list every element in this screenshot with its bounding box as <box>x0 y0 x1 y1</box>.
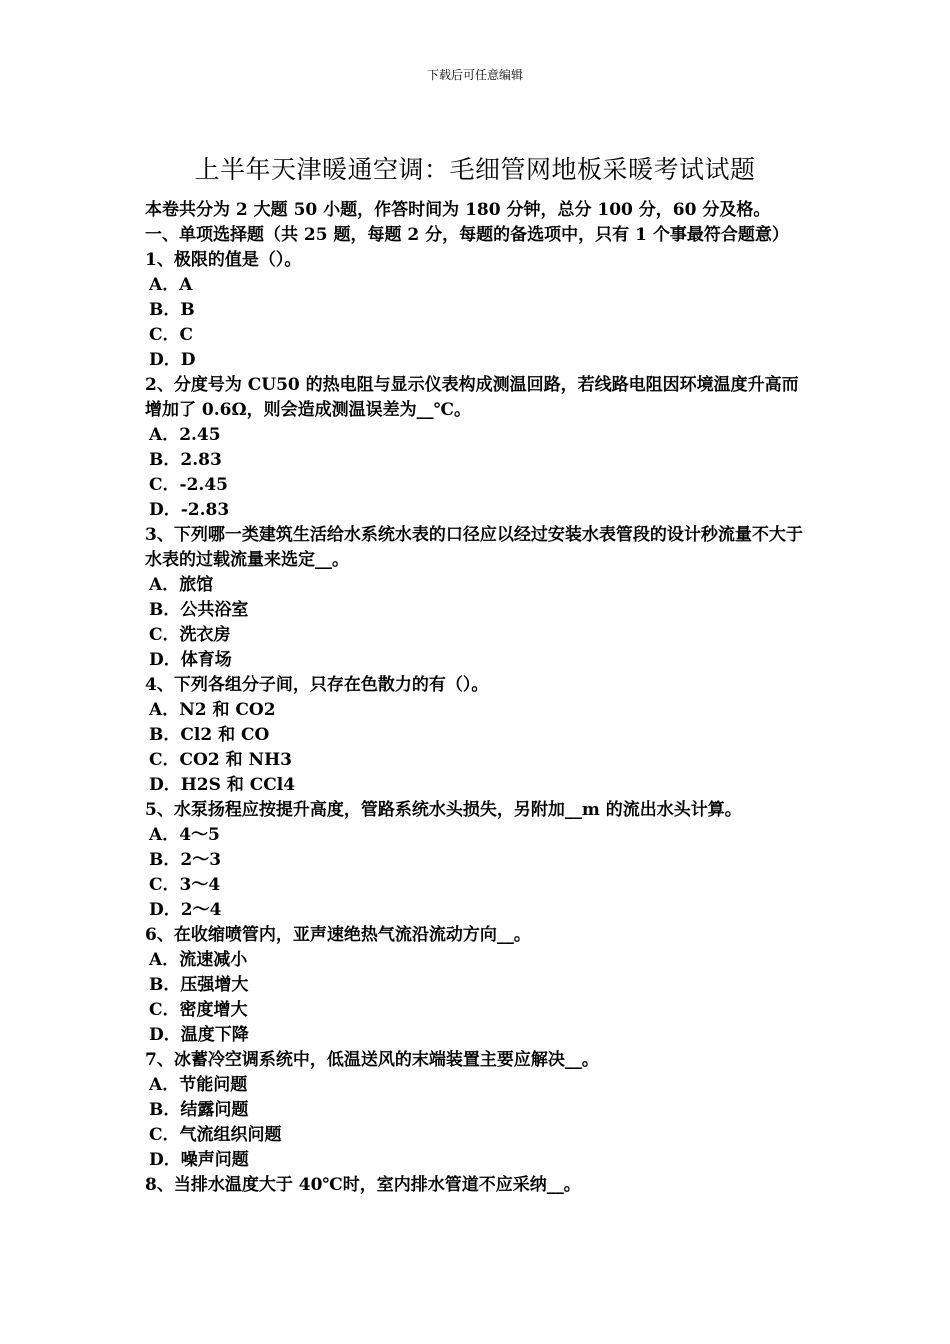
question-text: 6、在收缩喷管内，亚声速绝热气流沿流动方向__。 <box>145 925 531 945</box>
question-text: 5、水泵扬程应按提升高度，管路系统水头损失，另附加__m 的流出水头计算。 <box>145 800 742 820</box>
document-body <box>145 198 813 1198</box>
option-a: A．节能问题 <box>149 1075 248 1095</box>
question-2 <box>145 373 813 523</box>
option-a: A．4～5 <box>149 825 220 845</box>
option-b: B．2～3 <box>149 850 222 870</box>
option-b: B．结露问题 <box>149 1100 249 1120</box>
option-a: A．流速减小 <box>149 950 248 970</box>
question-6 <box>145 923 813 1048</box>
option-d: D．温度下降 <box>149 1025 249 1045</box>
question-text: 8、当排水温度大于 40℃时，室内排水管道不应采纳__。 <box>145 1175 581 1195</box>
option-b: B．公共浴室 <box>149 600 249 620</box>
question-5 <box>145 798 813 923</box>
question-text: 4、下列各组分子间，只存在色散力的有（）。 <box>145 675 489 695</box>
option-d: D．D <box>149 350 196 370</box>
option-d: D．2～4 <box>149 900 222 920</box>
option-b: B．2.83 <box>149 450 222 470</box>
option-c: C．密度增大 <box>149 1000 248 1020</box>
question-text: 3、下列哪一类建筑生活给水系统水表的口径应以经过安装水表管段的设计秒流量不大于水表的过载流量来选定__。 <box>145 525 803 570</box>
question-4 <box>145 673 813 798</box>
option-d: D．H2S 和 CCl4 <box>149 775 296 795</box>
option-c: C．气流组织问题 <box>149 1125 282 1145</box>
option-d: D．体育场 <box>149 650 232 670</box>
option-b: B．B <box>149 300 195 320</box>
question-text: 2、分度号为 CU50 的热电阻与显示仪表构成测温回路，若线路电阻因环境温度升高而增加了 0.6Ω，则会造成测温误差为__℃。 <box>145 375 799 420</box>
exam-intro: 本卷共分为 2 大题 50 小题，作答时间为 180 分钟，总分 100 分，60 分及格。 <box>145 200 771 220</box>
question-text: 7、冰蓄冷空调系统中，低温送风的末端装置主要应解决__。 <box>145 1050 599 1070</box>
option-a: A．N2 和 CO2 <box>149 700 276 720</box>
option-c: C．CO2 和 NH3 <box>149 750 292 770</box>
option-c: C．C <box>149 325 194 345</box>
question-1 <box>145 248 813 373</box>
question-text: 1、极限的值是（）。 <box>145 250 302 270</box>
option-d: D．噪声问题 <box>149 1150 249 1170</box>
question-7 <box>145 1048 813 1173</box>
document-title: 上半年天津暖通空调：毛细管网地板采暖考试试题 <box>194 155 756 184</box>
question-8 <box>145 1173 813 1198</box>
option-a: A．A <box>149 275 193 295</box>
option-b: B．Cl2 和 CO <box>149 725 270 745</box>
option-d: D．-2.83 <box>149 500 230 520</box>
section-heading: 一、单项选择题（共 25 题，每题 2 分，每题的备选项中，只有 1 个事最符合题意） <box>145 225 789 245</box>
option-b: B．压强增大 <box>149 975 249 995</box>
question-3 <box>145 523 813 673</box>
header-note: 下载后可任意编辑 <box>426 68 523 82</box>
option-a: A．2.45 <box>149 425 221 445</box>
option-a: A．旅馆 <box>149 575 214 595</box>
option-c: C．3～4 <box>149 875 221 895</box>
option-c: C．洗衣房 <box>149 625 231 645</box>
option-c: C．-2.45 <box>149 475 228 495</box>
